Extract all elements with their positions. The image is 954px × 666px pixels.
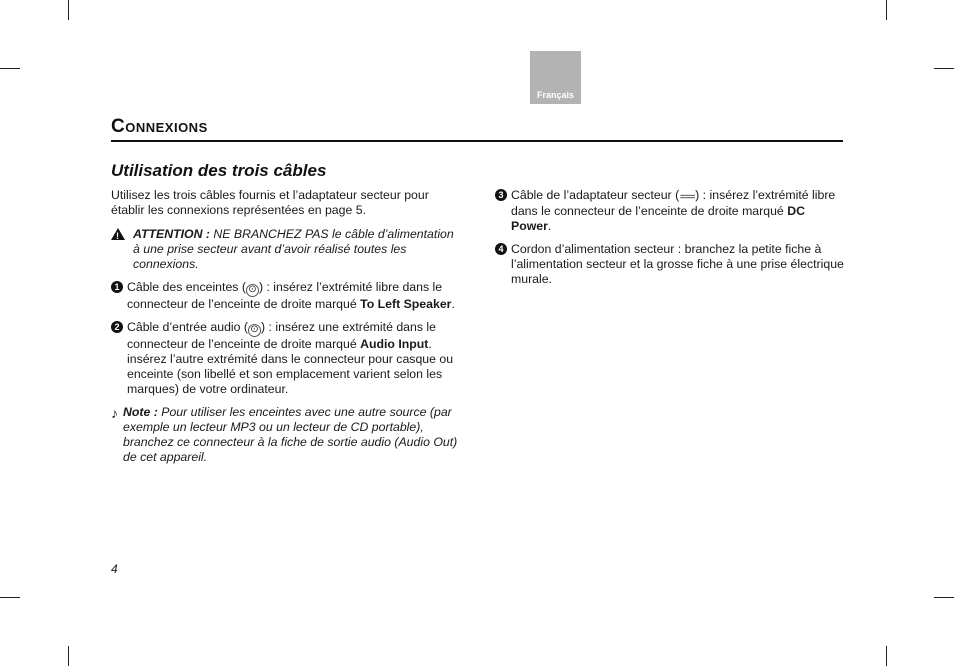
warning-block xyxy=(111,227,463,272)
music-note-icon: ♪ xyxy=(111,405,118,421)
crop-mark xyxy=(886,646,887,666)
section-title: Connexions xyxy=(111,116,208,137)
crop-mark xyxy=(934,597,954,598)
note-block xyxy=(111,405,463,465)
number-bullet: 2 xyxy=(111,321,123,333)
left-column xyxy=(111,188,463,473)
item-text: . xyxy=(547,219,552,233)
crop-mark xyxy=(886,0,887,20)
note-label: Note : xyxy=(123,405,158,419)
audio-input-icon: ⊙ xyxy=(248,324,261,337)
crop-mark xyxy=(0,68,20,69)
list-item xyxy=(111,320,463,397)
language-tab xyxy=(530,51,581,104)
connector-label: Audio Input xyxy=(360,337,429,351)
connector-label: To Left Speaker xyxy=(360,297,452,311)
number-bullet: 3 xyxy=(495,189,507,201)
list-item xyxy=(495,188,845,234)
right-column xyxy=(495,188,845,295)
language-tab-label: Français xyxy=(536,90,575,100)
item-text: . insérez l’autre extrémité dans le connecteur pour casque ou enceinte (son libellé et son emplacement varient selon les marques) de votre ordinateur. xyxy=(127,337,454,396)
list-item xyxy=(495,242,845,287)
item-text: . xyxy=(451,297,455,311)
number-bullet: 4 xyxy=(495,243,507,255)
crop-mark xyxy=(0,597,20,598)
note-text: Pour utiliser les enceintes avec une autre source (par exemple un lecteur MP3 ou un lecteur de CD portable), branchez ce connecteur à la fiche de sortie audio (Audio Out) de cet appareil. xyxy=(123,405,458,464)
item-text: ) : insérez l’extrémité libre dans le connecteur de l’enceinte de droite marqué xyxy=(127,280,443,311)
item-text: Câble des enceintes ( xyxy=(127,280,246,294)
dc-power-icon: === xyxy=(679,192,695,203)
crop-mark xyxy=(934,68,954,69)
page-number: 4 xyxy=(111,562,118,576)
intro-paragraph: Utilisez les trois câbles fournis et l’adaptateur secteur pour établir les connexions représentées en page 5. xyxy=(111,188,429,217)
item-text: Cordon d’alimentation secteur : branchez la petite fiche à l’alimentation secteur et la grosse fiche à une prise électrique murale. xyxy=(511,242,844,286)
title-rule xyxy=(111,140,843,142)
warning-triangle-icon xyxy=(111,228,125,244)
speaker-connector-icon: ⊙ xyxy=(246,284,259,297)
subtitle: Utilisation des trois câbles xyxy=(111,161,327,180)
warning-text: NE BRANCHEZ PAS le câble d’alimentation à une prise secteur avant d’avoir réalisé toutes les connexions. xyxy=(133,227,454,271)
crop-mark xyxy=(68,646,69,666)
number-bullet: 1 xyxy=(111,281,123,293)
connector-label: DC Power xyxy=(511,204,805,233)
warning-label: ATTENTION : xyxy=(133,227,210,241)
item-text: ) : insérez l’extrémité libre dans le connecteur de l’enceinte de droite marqué xyxy=(511,188,836,218)
item-text: ) : insérez une extrémité dans le connecteur de l’enceinte de droite marqué xyxy=(127,320,436,351)
crop-mark xyxy=(68,0,69,20)
list-item xyxy=(111,280,463,312)
item-text: Câble d’entrée audio ( xyxy=(127,320,248,334)
item-text: Câble de l’adaptateur secteur ( xyxy=(511,188,680,202)
